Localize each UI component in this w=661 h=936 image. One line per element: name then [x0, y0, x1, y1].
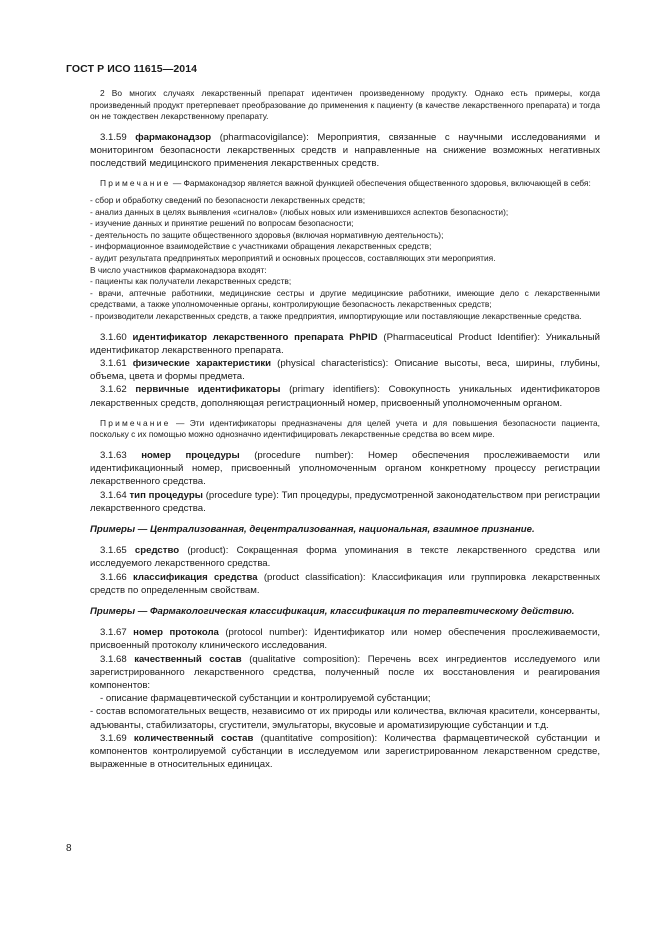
intro-note: 2 Во многих случаях лекарственный препарат идентичен произведенному продукту. Однако есть примеры, когда произведенный продукт претерпевает преобразование до применения к пациенту (в качестве лекарственного препарата) и тогда он не тождествен лекарственному препарату. — [90, 88, 600, 122]
note-label: Примечание — [100, 178, 171, 189]
term-number: 3.1.69 — [100, 732, 127, 744]
term-definition: (product): Сокращенная форма упоминания в тексте лекарственного средства или исследуемого лекарственного средства. — [90, 545, 601, 570]
participants-intro: В число участников фармаконадзора входят: — [90, 264, 267, 275]
term-title: номер протокола — [133, 627, 219, 639]
term-number: 3.1.62 — [100, 384, 127, 396]
list-item: - информационное взаимодействие с участниками обращения лекарственных средств; — [90, 241, 432, 252]
list-item: - деятельность по защите общественного здоровья (включая нормативную деятельность); — [90, 229, 444, 240]
term-number: 3.1.65 — [100, 545, 127, 557]
term-title: количественный состав — [133, 732, 254, 744]
document-header: ГОСТ Р ИСО 11615—2014 — [66, 63, 198, 75]
term-3-1-62 — [90, 383, 600, 409]
term-number: 3.1.60 — [100, 331, 127, 343]
term-3-1-69 — [90, 732, 600, 772]
term-3-1-60 — [90, 331, 600, 357]
term-definition: (primary identifiers): Совокупность уникальных идентификаторов лекарственных средств, дополняющая регистрационный номер, присвоенный уполномоченным органом. — [90, 384, 600, 409]
list-item: - анализ данных в целях выявления «сигналов» (любых новых или изменившихся аспектов безопасности); — [90, 206, 509, 217]
term-title: средство — [134, 545, 180, 557]
term-definition: (pharmacovigilance): Мероприятия, связанные с научными исследованиями и мониторингом безопасности лекарственных средств и направленные на снижение возможных негативных последствий медицинского применения лекарственных средств. — [90, 131, 600, 170]
list-item: - изучение данных и принятие решений по вопросам безопасности; — [90, 218, 354, 229]
list-item: - врачи, аптечные работники, медицинские сестры и другие медицинские работники, имеющие дело с лекарственными средствами, а также уполномоченные органы, контролирующие безопасность лекарственных средств; — [90, 287, 600, 310]
list-item: - пациенты как получатели лекарственных средств; — [90, 276, 292, 287]
term-3-1-67 — [90, 626, 600, 652]
term-definition: (product classification): Классификация или группировка лекарственных средств по определенным свойствам. — [90, 571, 601, 596]
term-title: тип процедуры — [129, 489, 203, 501]
term-definition: (physical characteristics): Описание высоты, веса, ширины, глубины, объема, цвета и формы предмета. — [90, 357, 601, 383]
term-number: 3.1.61 — [100, 357, 127, 369]
list-item: - описание фармацевтической субстанции и контролируемой субстанции; — [100, 693, 431, 705]
note-text: — Эти идентификаторы предназначены для целей учета и для повышения безопасности пациента, поскольку с их помощью можно однозначно идентифицировать лекарственные средства во всем мире. — [90, 417, 601, 440]
term-title: первичные идентификаторы — [135, 384, 281, 396]
document-body — [90, 88, 600, 771]
term-title: физические характеристики — [132, 357, 272, 369]
term-definition: (procedure type): Тип процедуры, предусмотренной законодательством при регистрации лекарственного средства. — [90, 489, 600, 514]
list-item: - аудит результата предпринятых мероприятий и основных процессов, составляющих эти мероприятия. — [90, 252, 496, 263]
term-number: 3.1.64 — [100, 489, 127, 501]
note-identifiers — [90, 418, 600, 441]
term-definition: (protocol number): Идентификатор или номер обеспечения прослеживаемости, присвоенный протоколу клинического исследования. — [90, 627, 600, 652]
term-number: 3.1.66 — [100, 571, 127, 583]
note-pharmacovigilance — [90, 178, 600, 190]
term-definition: (qualitative composition): Перечень всех ингредиентов исследуемого или зарегистрированного лекарственного средства, полученный после их восстановления и реагирования компонентов: — [90, 653, 600, 691]
term-title: идентификатор лекарственного препарата PhPID — [132, 331, 378, 343]
term-3-1-64 — [90, 489, 600, 515]
term-title: качественный состав — [134, 653, 242, 665]
term-3-1-59 — [90, 131, 600, 171]
examples-product-classification: Примеры — Фармакологическая классификация, классификация по терапевтическому действию. — [90, 605, 575, 617]
examples-procedure-type: Примеры — Централизованная, децентрализованная, национальная, взаимное признание. — [90, 523, 535, 535]
term-definition: (Pharmaceutical Product Identifier): Уникальный идентификатор лекарственного препарата. — [90, 331, 601, 356]
term-title: классификация средства — [132, 571, 258, 583]
term-number: 3.1.67 — [100, 627, 127, 639]
term-definition: (quantitative composition): Количества фармацевтической субстанции и компонентов контролируемой субстанции в исследуемом или зарегистрированном лекарственном средстве, выраженные в относительных единицах. — [90, 732, 600, 771]
note-text: — Фармаконадзор является важной функцией обеспечения общественного здоровья, включающей в себя: — [172, 178, 591, 189]
term-number: 3.1.59 — [100, 131, 127, 143]
term-number: 3.1.68 — [100, 653, 127, 665]
term-definition: (procedure number): Номер обеспечения прослеживаемости или идентификационный номер, присвоенный уполномоченным органом конкретному процессу регистрации лекарственного средства. — [90, 449, 600, 488]
term-3-1-68 — [90, 653, 600, 693]
term-3-1-63 — [90, 449, 600, 489]
list-item: - сбор и обработку сведений по безопасности лекарственных средств; — [90, 194, 366, 205]
list-item: - производители лекарственных средств, а также предприятия, импортирующие или поставляющие лекарственные средства. — [90, 310, 582, 321]
note-label: Примечание — [100, 417, 171, 428]
term-title: фармаконадзор — [135, 131, 212, 143]
list-item: - состав вспомогательных веществ, независимо от их природы или количества, включая красители, консерванты, адъюванты, стабилизаторы, сгустители, эмульгаторы, вкусовые и ароматизирующие субстанции и т.д. — [90, 706, 600, 731]
term-3-1-61 — [90, 357, 600, 383]
term-number: 3.1.63 — [100, 449, 127, 461]
term-title: номер процедуры — [141, 449, 240, 461]
term-3-1-65 — [90, 544, 600, 570]
page-number: 8 — [66, 843, 72, 854]
term-3-1-66 — [90, 571, 600, 597]
